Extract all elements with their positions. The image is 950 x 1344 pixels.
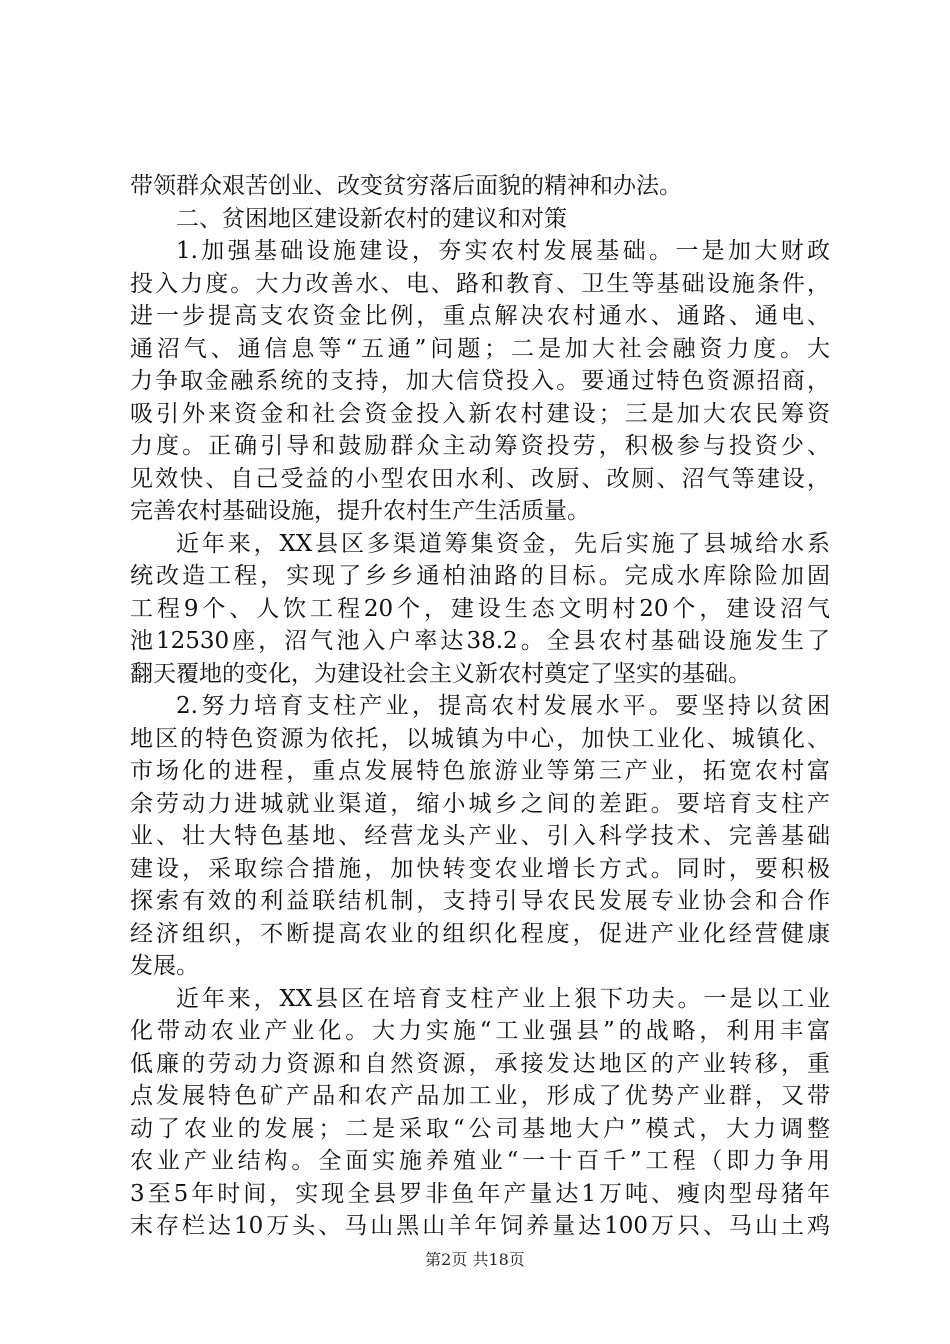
text-line: 力争取金融系统的支持，加大信贷投入。要通过特色资源招商， <box>130 368 830 394</box>
text-line: 末存栏达10万头、马山黑山羊年饲养量达100万只、马山土鸡 <box>130 1213 830 1239</box>
text-line: 经济组织，不断提高农业的组织化程度，促进产业化经营健康 <box>130 920 830 947</box>
text-line: 近年来，XX县区多渠道筹集资金，先后实施了县城给水系 <box>176 530 830 557</box>
text-line: 吸引外来资金和社会资金投入新农村建设；三是加大农民筹资 <box>130 400 830 427</box>
text-line: 农业产业结构。全面实施养殖业“一十百千”工程（即力争用 <box>130 1148 830 1174</box>
text-line: 1.加强基础设施建设，夯实农村发展基础。一是加大财政 <box>176 238 830 264</box>
text-line: 通沼气、通信息等“五通”问题；二是加大社会融资力度。大 <box>130 335 830 362</box>
text-line: 翻天覆地的变化，为建设社会主义新农村奠定了坚实的基础。 <box>130 660 751 687</box>
text-line: 发展。 <box>130 953 199 979</box>
text-line: 动了农业的发展；二是采取“公司基地大户”模式，大力调整 <box>130 1115 830 1142</box>
text-line: 工程9个、人饮工程20个，建设生态文明村20个，建设沼气 <box>130 595 830 622</box>
text-line: 探索有效的利益联结机制，支持引导农民发展专业协会和合作 <box>130 888 830 914</box>
text-line: 建设，采取综合措施，加快转变农业增长方式。同时，要积极 <box>130 855 830 882</box>
text-line: 近年来，XX县区在培育支柱产业上狠下功夫。一是以工业 <box>176 985 830 1012</box>
text-line: 业、壮大特色基地、经营龙头产业、引入科学技术、完善基础 <box>130 823 830 849</box>
text-line: 池12530座，沼气池入户率达38.2。全县农村基础设施发生了 <box>130 628 830 654</box>
text-line: 进一步提高支农资金比例，重点解决农村通水、通路、通电、 <box>130 303 830 329</box>
text-line: 3至5年时间，实现全县罗非鱼年产量达1万吨、瘦肉型母猪年 <box>130 1180 830 1207</box>
text-line: 二、贫困地区建设新农村的建议和对策 <box>176 205 567 232</box>
page-footer: 第2页 共18页 <box>425 1250 525 1269</box>
text-line: 2.努力培育支柱产业，提高农村发展水平。要坚持以贫困 <box>176 693 830 719</box>
text-line: 余劳动力进城就业渠道，缩小城乡之间的差距。要培育支柱产 <box>130 790 830 817</box>
text-line: 见效快、自己受益的小型农田水利、改厨、改厕、沼气等建设， <box>130 465 830 492</box>
text-line: 地区的特色资源为依托，以城镇为中心，加快工业化、城镇化、 <box>130 725 830 752</box>
text-line: 化带动农业产业化。大力实施“工业强县”的战略，利用丰富 <box>130 1018 830 1044</box>
text-line: 市场化的进程，重点发展特色旅游业等第三产业，拓宽农村富 <box>130 758 830 784</box>
document-body <box>130 170 830 1243</box>
text-line: 统改造工程，实现了乡乡通柏油路的目标。完成水库除险加固 <box>130 563 830 589</box>
text-line: 力度。正确引导和鼓励群众主动筹资投劳，积极参与投资少、 <box>130 433 830 459</box>
text-line: 低廉的劳动力资源和自然资源，承接发达地区的产业转移，重 <box>130 1050 830 1077</box>
text-line: 投入力度。大力改善水、电、路和教育、卫生等基础设施条件， <box>130 270 830 297</box>
text-line: 完善农村基础设施，提升农村生产生活质量。 <box>130 498 590 524</box>
text-line: 带领群众艰苦创业、改变贫穷落后面貌的精神和办法。 <box>130 173 682 199</box>
text-line: 点发展特色矿产品和农产品加工业，形成了优势产业群，又带 <box>130 1083 830 1109</box>
